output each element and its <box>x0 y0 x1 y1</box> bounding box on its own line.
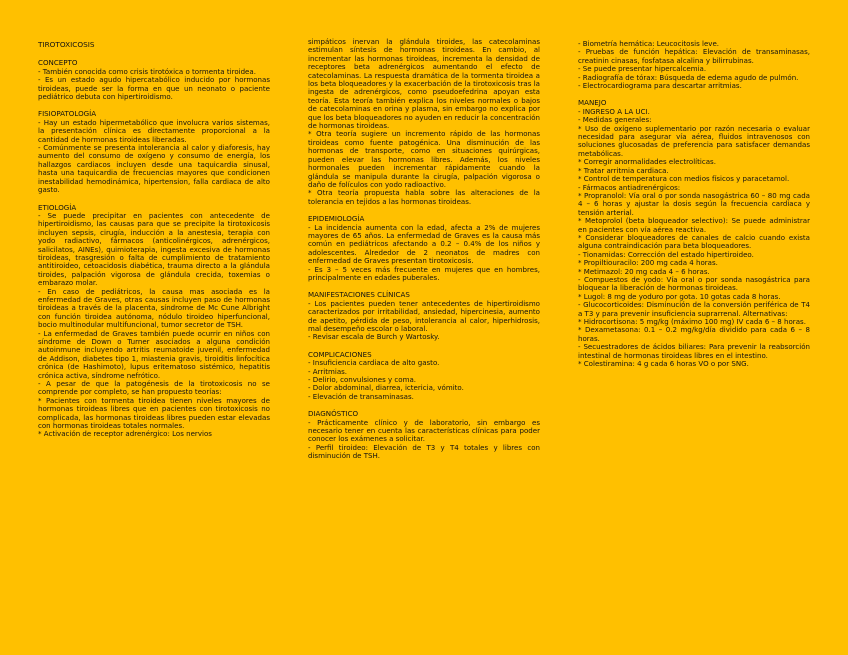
paragraph-line: * Lugol: 8 mg de yoduro por gota. 10 gotas cada 8 horas. <box>578 291 781 301</box>
paragraph-line: - Perfil tiroideo: Elevación de T3 y T4 totales y libres con disminución de TSH. <box>308 442 540 461</box>
paragraph-line: - Arritmias. <box>308 366 348 376</box>
paragraph-line: - Radiografía de tórax: Búsqueda de edema agudo de pulmón. <box>578 72 799 82</box>
paragraph-line: - Dolor abdominal, diarrea, ictericia, vómito. <box>308 383 464 393</box>
paragraph-line: - Revisar escala de Burch y Wartosky. <box>308 332 440 342</box>
paragraph-line: - Se puede presentar hipercalcemia. <box>578 64 707 74</box>
paragraph-line: - Delirio, convulsiones y coma. <box>308 375 417 385</box>
paragraph-line: - Electrocardiograma para descartar arritmias. <box>578 81 742 91</box>
paragraph-line: * Metimazol: 20 mg cada 4 – 6 horas. <box>578 266 710 276</box>
paragraph-line: - Fármacos antiadrenérgicos: <box>578 182 681 192</box>
section-heading: MANIFESTACIONES CLÍNICAS <box>308 290 410 300</box>
paragraph-line: * Hidrocortisona: 5 mg/kg (máximo 100 mg) IV cada 6 – 8 horas. <box>578 317 806 326</box>
section <box>38 204 270 439</box>
paragraph-line: * Corregir anormalidades electrolíticas. <box>578 157 716 167</box>
paragraph-line: * Control de temperatura con medios físicos y paracetamol. <box>578 174 790 184</box>
section-heading: FISIOPATOLOGÍA <box>38 109 97 119</box>
paragraph-line: * Propranolol: Vía oral o por sonda nasogástrica 60 – 80 mg cada 4 – 6 horas y ajustar la dosis según la frecuencia cardiaca y tensión arterial. <box>578 190 810 217</box>
document-title: TIROTOXICOSIS <box>38 40 95 49</box>
paragraph-line: - Prácticamente clínico y de laboratorio, sin embargo es necesario tener en cuenta las características clínicas para poder conocer los exámenes a solicitar. <box>308 417 540 444</box>
section <box>308 410 540 460</box>
paragraph-line: * Colestiramina: 4 g cada 6 horas VO o por SNG. <box>578 359 749 369</box>
paragraph-line: - Biometría hemática: Leucocitosis leve. <box>578 39 720 48</box>
paragraph-line: - Pruebas de función hepática: Elevación de transaminasas, creatinin cinasas, fosfatasa alcalina y bilirrubinas. <box>578 47 810 65</box>
section <box>38 59 270 101</box>
section <box>578 40 810 90</box>
paragraph-line: * Otra teoría sugiere un incremento rápido de las hormonas tiroideas como fuente patogénica. Una disminución de las hormonas de transporte, como en situaciones quirúrgicas, pueden elevar las hormonas libres. Además, los niveles hormonales pueden incrementar rápidamente cuando la glándula se manipula durante la cirugía, palpación vigorosa o daño de folículos con yodo radioactivo. <box>308 129 540 189</box>
paragraph-line: - INGRESO A LA UCI. <box>578 106 650 116</box>
section <box>38 110 270 194</box>
paragraph-line: - Insuficiencia cardiaca de alto gasto. <box>308 358 440 368</box>
section <box>308 215 540 282</box>
column-2 <box>308 38 540 470</box>
paragraph-line: - A pesar de que la patogénesis de la tirotoxicosis no se comprende por completo, se han propuesto teorías: <box>38 379 270 397</box>
section-heading: COMPLICACIONES <box>308 349 372 359</box>
paragraph-line: - La incidencia aumenta con la edad, afecta a 2% de mujeres mayores de 65 años. La enfermedad de Graves es la causa más común en pediátricos afectando a 0.2 – 0.4% de los niños y adolescentes. Alrededor de 2 neonatos de madres con enfermedad de Graves presentan tirotoxicosis. <box>308 222 540 266</box>
paragraph-line: - Comúnmente se presenta intolerancia al calor y diaforesis, hay aumento del consumo de oxígeno y consumo de energía, los hallazgos cardiacos incluyen desde una taquicardia sinusal, hasta una taquicardia de frecuencias mayores que condicionen inestabilidad hemodinámica, hipertension, falla cardiaca de alto gasto. <box>38 143 270 195</box>
section-heading: DIAGNÓSTICO <box>308 409 359 419</box>
section <box>308 291 540 341</box>
section-heading: MANEJO <box>578 98 607 108</box>
paragraph-line: * Uso de oxígeno suplementario por razón necesaria o evaluar necesidad para asegurar vía aérea, fluidos intravenosos con soluciones glucosadas de preferencia para satisfacer demandas metabólicas. <box>578 123 810 158</box>
paragraph-line: - También conocida como crisis tirotóxica o tormenta tiroidea. <box>38 66 256 76</box>
paragraph-line: * Activación de receptor adrenérgico: Los nervios <box>38 429 212 439</box>
paragraph-line: * Pacientes con tormenta tiroidea tienen niveles mayores de hormonas tiroideas libres que en pacientes con tirotoxicosis no complicada, las hormonas tiroideas libres pueden estar elevadas con hormonas tiroideas totales normales. <box>38 395 270 431</box>
paragraph-line: - Se puede precipitar en pacientes con antecedente de hipertiroidismo, las causas para que se precipite la tirotoxicosis incluyen sepsis, cirugía, inducción a la anestesia, terapia con yodo radiactivo, fármacos (anticolinérgicos, adrenérgicos, salicilatos, AINEs), quimioterapia, ingesta excesiva de hormonas tiroideas, trasgresión o falta de cumplimiento de tratamiento antitiroideo, cetoacidosis diabética, trauma directo a la glándula tiroides, palpación vigorosa de glándula crecida, toxemias o embarazo molar. <box>38 210 270 288</box>
paragraph-line: - Tionamidas: Corrección del estado hipertiroideo. <box>578 249 754 259</box>
paragraph-line: - Es un estado agudo hipercatabólico inducido por hormonas tiroideas, puede ser la forma en que un neonato o paciente pediátrico debuta con hipertiroidismo. <box>38 75 270 102</box>
paragraph-line: simpáticos inervan la glándula tiroides, las catecolaminas estimulan síntesis de hormonas tiroideas. En cambio, al incrementar las hormonas tiroideas, incrementa la densidad de receptores beta adrenérgicos aumentando el efecto de catecolaminas. La respuesta dramática de la tormenta tiroidea a los beta bloqueadores y la exacerbación de la tirotoxicosis tras la ingesta de adrenérgicos, como pseudoefedrina apoyan esta teoría. Esta teoría también explica los niveles normales o bajos de catecolaminas en orina y plasma, sin embargo no explica por que los beta bloqueadores no ayuden en reducir la concentración de hormonas tiroideas. <box>308 37 540 131</box>
paragraph-line: - Compuestos de yodo: Vía oral o por sonda nasogástrica para bloquear la liberación de hormonas tiroideas. <box>578 274 810 293</box>
section-heading: EPIDEMIOLOGÍA <box>308 214 365 224</box>
paragraph-line: * Metoprolol (beta bloqueador selectivo): Se puede administrar en pacientes con vía aérea reactiva. <box>578 216 810 234</box>
section <box>308 351 540 401</box>
section <box>308 38 540 206</box>
section <box>578 99 810 368</box>
paragraph-line: - Glucocorticoides: Disminución de la conversión periférica de T4 a T3 y para prevenir insuficiencia suprarrenal. Alternativas: <box>578 300 810 318</box>
paragraph-line: - Secuestradores de ácidos biliares: Para prevenir la reabsorción intestinal de hormonas tiroideas libres en el intestino. <box>578 342 810 360</box>
paragraph-line: * Propiltiouracilo: 200 mg cada 4 horas. <box>578 258 718 268</box>
paragraph-line: - Hay un estado hipermetabólico que involucra varios sistemas, la presentación clínica es directamente proporcional a la cantidad de hormonas tiroideas liberadas. <box>38 117 270 144</box>
paragraph-line: * Dexametasona: 0.1 – 0.2 mg/kg/día dividido para cada 6 – 8 horas. <box>578 325 810 343</box>
section-heading: ETIOLOGÍA <box>38 202 77 212</box>
paragraph-line: - Medidas generales: <box>578 115 652 125</box>
paragraph-line: - En caso de pediátricos, la causa mas asociada es la enfermedad de Graves, otras causas incluyen paso de hormonas tiroideas a través de la placenta, síndrome de Mc Cune Albright con función tiroidea autónoma, nódulo tiroideo hiperfuncional, bocio multinodular multifuncional, tumor secretor de TSH. <box>38 286 270 330</box>
column-1 <box>38 41 270 448</box>
paragraph-line: * Otra teoría propuesta habla sobre las alteraciones de la tolerancia en tejidos a las hormonas tiroideas. <box>308 188 540 206</box>
paragraph-line: - La enfermedad de Graves también puede ocurrir en niños con síndrome de Down o Turner asociados a alguna condición autoinmune incluyendo artritis reumatoide juvenil, enfermedad de Addison, diabetes tipo 1, miastenia gravis, tiroiditis linfocítica crónica (de Hashimoto), lupus eritematoso sistémico, hepatitis crónica activa, síndrome nefrótico. <box>38 328 270 380</box>
column-3 <box>578 40 810 377</box>
paragraph-line: * Tratar arritmia cardiaca. <box>578 165 669 175</box>
section-heading: CONCEPTO <box>38 58 78 68</box>
paragraph-line: - Los pacientes pueden tener antecedentes de hipertiroidismo caracterizados por irritabilidad, ansiedad, hipercinesia, aumento de apetito, pérdida de peso, intolerancia al calor, hiperhidrosis, mal desempeño escolar o laboral. <box>308 298 540 333</box>
paragraph-line: * Considerar bloqueadores de canales de calcio cuando exista alguna contraindicación para beta bloqueadores. <box>578 232 810 251</box>
paragraph-line: - Elevación de transaminasas. <box>308 391 414 401</box>
paragraph-line: - Es 3 – 5 veces más frecuente en mujeres que en hombres, principalmente en edades puberales. <box>308 264 540 282</box>
